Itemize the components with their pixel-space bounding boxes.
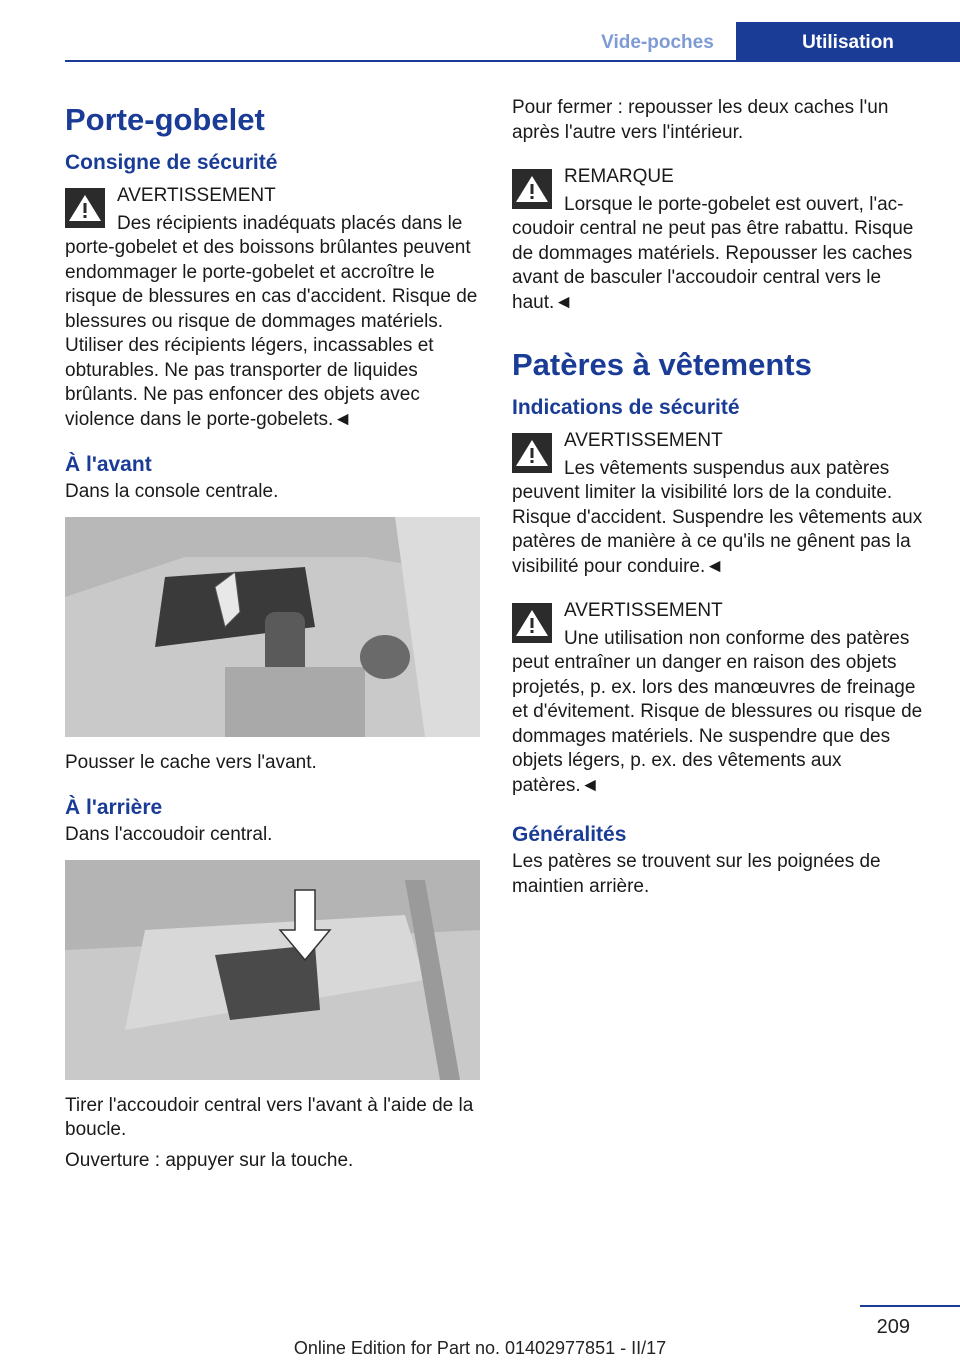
page-number: 209 [876,1316,910,1338]
note-text: Lorsque le porte-gobelet est ouvert, l'accoudoir central ne peut pas être rabattu. Risque de dommages matériels. Repousser les caches avant de basculer l'accoudoir central vers le haut.◄ [512,193,914,313]
subheading-rear: À l'arrière [65,796,163,819]
warning-text: Des récipients inadéquats placés dans le porte-gobelet et des boissons brûlantes peuvent endommager le porte-gobelet et accroître le risque de blessures en cas d'accident. Risque de blessures ou risque de dommages matériels. Utiliser des récipients légers, incassables et obturables. Ne pas transporter de liquides brûlants. Ne pas enfoncer des objets avec violence dans le porte-gobelets.◄ [65,212,478,430]
safety-heading: Consigne de sécurité [65,151,278,174]
left-column [65,96,483,1185]
armrest-rear-image [65,860,480,1080]
rear-caption: Tirer l'accoudoir central vers l'avant à l'aide de la boucle. [65,1094,474,1140]
warning-icon [512,433,552,473]
header-rule [65,60,960,62]
warning-text: Une utilisation non conforme des patères peut entraîner un danger en raison des objets projetés, p. ex. lors des manœuvres de freinage et d'évitement. Risque de blessures ou risque de dommages matériels. Ne suspendre que des objets légers, p. ex. des vêtements aux patères.◄ [512,627,923,796]
rear-text: Dans l'accoudoir central. [65,824,273,845]
warning-block-2 [512,429,930,579]
section-title-porte-gobelet: Porte-gobelet [65,102,265,137]
warning-title: AVERTISSEMENT [564,430,723,451]
subheading-generalites: Généralités [512,823,627,846]
cupholder-front-image [65,517,480,737]
front-text: Dans la console centrale. [65,481,279,502]
warning-block [65,184,483,432]
note-title: REMARQUE [564,166,674,187]
note-block [512,165,930,315]
section-title-pateres: Patères à vêtements [512,347,812,382]
footer-rule [860,1305,960,1307]
warning-icon [65,188,105,228]
header-tab-vide-poches[interactable]: Vide-poches [601,32,714,53]
rear-open-text: Ouverture : appuyer sur la touche. [65,1149,354,1171]
right-column [512,96,930,911]
warning-block-3 [512,599,930,798]
general-text: Les patères se trouvent sur les poignées de maintien arrière. [512,851,881,897]
warning-icon [512,169,552,209]
warning-text: Les vêtements suspendus aux patères peuvent limiter la visibilité lors de la conduite. Risque d'accident. Suspendre les vêtements aux patères de manière à ce qu'ils ne gênent pas la visibilité pour conduire.◄ [512,457,923,577]
warning-title: AVERTISSEMENT [117,185,276,206]
edition-footer: Online Edition for Part no. 01402977851 - II/17 [293,1338,667,1358]
close-text: Pour fermer : repousser les deux caches l'un après l'autre vers l'intérieur. [512,97,889,143]
header-tab-utilisation[interactable]: Utilisation [736,22,960,60]
warning-title: AVERTISSEMENT [564,600,723,621]
safety-heading-right: Indications de sécurité [512,396,740,419]
warning-icon [512,603,552,643]
subheading-front: À l'avant [65,453,152,476]
front-caption: Pousser le cache vers l'avant. [65,751,317,773]
